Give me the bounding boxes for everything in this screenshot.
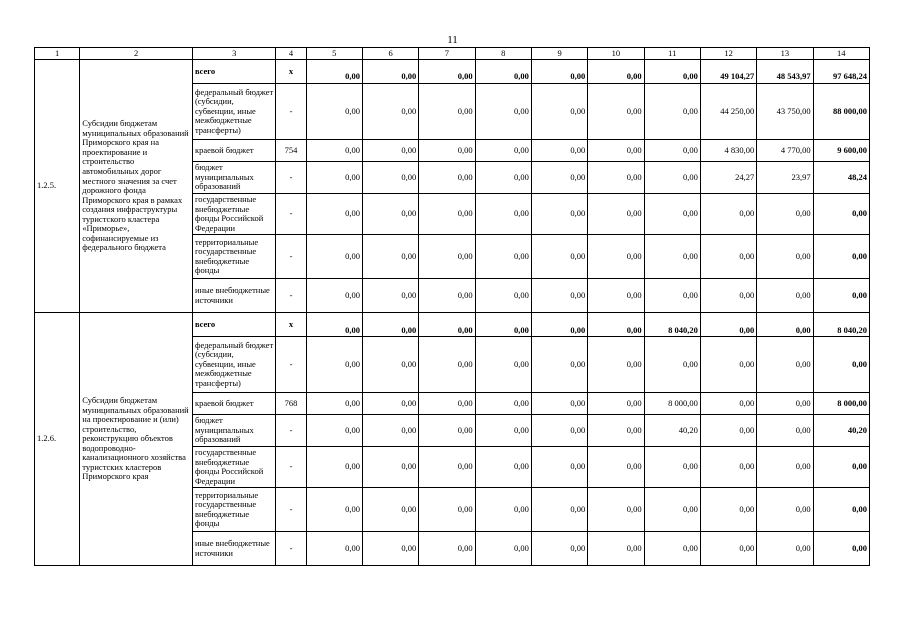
value-cell: 24,27 [700, 162, 756, 194]
value-cell: 0,00 [362, 488, 418, 532]
budget-code: - [276, 84, 306, 140]
value-cell: 0,00 [644, 140, 700, 162]
funding-source: федеральный бюджет (субсидии, субвенции, иные межбюджетные трансферты) [192, 84, 276, 140]
value-cell: 0,00 [531, 140, 587, 162]
value-cell: 0,00 [588, 313, 644, 337]
value-cell: 0,00 [419, 488, 475, 532]
value-cell: 0,00 [588, 337, 644, 393]
funding-source: иные внебюджетные источники [192, 279, 276, 313]
value-cell: 8 040,20 [813, 313, 869, 337]
value-cell: 0,00 [588, 447, 644, 488]
budget-code: x [276, 60, 306, 84]
value-cell: 0,00 [757, 235, 813, 279]
column-header: 9 [531, 48, 587, 60]
value-cell: 0,00 [588, 488, 644, 532]
value-cell: 0,00 [644, 60, 700, 84]
value-cell: 0,00 [419, 279, 475, 313]
value-cell: 0,00 [588, 393, 644, 415]
value-cell: 0,00 [813, 337, 869, 393]
value-cell: 0,00 [588, 235, 644, 279]
column-header: 12 [700, 48, 756, 60]
column-header: 13 [757, 48, 813, 60]
value-cell: 88 000,00 [813, 84, 869, 140]
column-header: 11 [644, 48, 700, 60]
value-cell: 0,00 [419, 393, 475, 415]
funding-source: государственные внебюджетные фонды Российской Федерации [192, 447, 276, 488]
value-cell: 0,00 [419, 447, 475, 488]
funding-source: краевой бюджет [192, 140, 276, 162]
value-cell: 49 104,27 [700, 60, 756, 84]
value-cell: 0,00 [757, 313, 813, 337]
funding-source: всего [192, 313, 276, 337]
value-cell: 0,00 [475, 447, 531, 488]
value-cell: 0,00 [306, 84, 362, 140]
value-cell: 8 040,20 [644, 313, 700, 337]
value-cell: 0,00 [362, 235, 418, 279]
value-cell: 0,00 [362, 60, 418, 84]
value-cell: 0,00 [531, 313, 587, 337]
funding-source: федеральный бюджет (субсидии, субвенции, иные межбюджетные трансферты) [192, 337, 276, 393]
value-cell: 0,00 [757, 279, 813, 313]
value-cell: 0,00 [757, 488, 813, 532]
budget-code: - [276, 415, 306, 447]
value-cell: 0,00 [306, 194, 362, 235]
value-cell: 0,00 [588, 60, 644, 84]
value-cell: 0,00 [644, 235, 700, 279]
value-cell: 0,00 [362, 393, 418, 415]
column-header: 8 [475, 48, 531, 60]
value-cell: 0,00 [531, 60, 587, 84]
value-cell: 0,00 [306, 532, 362, 566]
table-body [35, 48, 870, 566]
value-cell: 9 600,00 [813, 140, 869, 162]
column-header: 1 [35, 48, 80, 60]
value-cell: 0,00 [531, 84, 587, 140]
value-cell: 0,00 [475, 140, 531, 162]
value-cell: 0,00 [475, 60, 531, 84]
value-cell: 0,00 [700, 415, 756, 447]
value-cell: 0,00 [362, 140, 418, 162]
value-cell: 0,00 [757, 393, 813, 415]
value-cell: 0,00 [362, 313, 418, 337]
value-cell: 0,00 [813, 235, 869, 279]
budget-table [34, 47, 870, 566]
value-cell: 0,00 [362, 279, 418, 313]
value-cell: 0,00 [475, 532, 531, 566]
budget-code: - [276, 447, 306, 488]
value-cell: 0,00 [419, 60, 475, 84]
value-cell: 0,00 [475, 337, 531, 393]
value-cell: 0,00 [419, 162, 475, 194]
value-cell: 0,00 [362, 415, 418, 447]
value-cell: 0,00 [531, 279, 587, 313]
value-cell: 0,00 [475, 162, 531, 194]
funding-source: территориальные государственные внебюджетные фонды [192, 235, 276, 279]
value-cell: 0,00 [475, 235, 531, 279]
funding-source: краевой бюджет [192, 393, 276, 415]
value-cell: 0,00 [531, 415, 587, 447]
value-cell: 0,00 [306, 313, 362, 337]
value-cell: 0,00 [757, 532, 813, 566]
value-cell: 0,00 [700, 337, 756, 393]
value-cell: 0,00 [588, 84, 644, 140]
budget-code: - [276, 337, 306, 393]
value-cell: 0,00 [700, 488, 756, 532]
value-cell: 0,00 [419, 415, 475, 447]
value-cell: 48 543,97 [757, 60, 813, 84]
value-cell: 0,00 [644, 337, 700, 393]
value-cell: 0,00 [306, 393, 362, 415]
section-description: Субсидии бюджетам муниципальных образований на проектирование и (или) строительство, реконструкцию объектов водопроводно-канализационного хозяйства туристских кластеров Приморского края [80, 313, 193, 566]
funding-source: всего [192, 60, 276, 84]
value-cell: 0,00 [757, 194, 813, 235]
value-cell: 0,00 [813, 194, 869, 235]
value-cell: 0,00 [531, 235, 587, 279]
column-header: 14 [813, 48, 869, 60]
value-cell: 43 750,00 [757, 84, 813, 140]
value-cell: 0,00 [644, 488, 700, 532]
value-cell: 0,00 [362, 337, 418, 393]
value-cell: 0,00 [419, 313, 475, 337]
value-cell: 0,00 [588, 162, 644, 194]
value-cell: 0,00 [588, 279, 644, 313]
column-header: 6 [362, 48, 418, 60]
value-cell: 0,00 [306, 162, 362, 194]
value-cell: 0,00 [531, 162, 587, 194]
value-cell: 0,00 [306, 447, 362, 488]
value-cell: 0,00 [757, 415, 813, 447]
value-cell: 0,00 [306, 279, 362, 313]
budget-code: 754 [276, 140, 306, 162]
value-cell: 0,00 [475, 194, 531, 235]
value-cell: 0,00 [362, 447, 418, 488]
funding-source: иные внебюджетные источники [192, 532, 276, 566]
value-cell: 8 000,00 [644, 393, 700, 415]
section-code: 1.2.6. [35, 313, 80, 566]
budget-code: 768 [276, 393, 306, 415]
value-cell: 0,00 [700, 235, 756, 279]
budget-code: - [276, 194, 306, 235]
table-row [35, 313, 870, 337]
value-cell: 0,00 [588, 194, 644, 235]
value-cell: 0,00 [588, 532, 644, 566]
value-cell: 0,00 [813, 279, 869, 313]
value-cell: 0,00 [475, 84, 531, 140]
value-cell: 44 250,00 [700, 84, 756, 140]
value-cell: 0,00 [419, 140, 475, 162]
column-header: 10 [588, 48, 644, 60]
funding-source: бюджет муниципальных образований [192, 415, 276, 447]
value-cell: 0,00 [419, 532, 475, 566]
budget-code: - [276, 488, 306, 532]
budget-code: - [276, 162, 306, 194]
budget-code: x [276, 313, 306, 337]
column-header: 4 [276, 48, 306, 60]
value-cell: 0,00 [700, 393, 756, 415]
table-row [35, 60, 870, 84]
value-cell: 0,00 [475, 415, 531, 447]
value-cell: 0,00 [700, 194, 756, 235]
value-cell: 0,00 [644, 194, 700, 235]
value-cell: 0,00 [362, 162, 418, 194]
value-cell: 0,00 [306, 60, 362, 84]
value-cell: 4 830,00 [700, 140, 756, 162]
value-cell: 0,00 [700, 447, 756, 488]
section-description: Субсидии бюджетам муниципальных образований Приморского края на проектирование и строительство автомобильных дорог местного значения за счет дорожного фонда Приморского края в рамках создания инфраструктуры туристского кластера «Приморье», софинансируемые из федерального бюджета [80, 60, 193, 313]
value-cell: 0,00 [531, 488, 587, 532]
column-header: 2 [80, 48, 193, 60]
budget-code: - [276, 235, 306, 279]
value-cell: 8 000,00 [813, 393, 869, 415]
column-header: 3 [192, 48, 276, 60]
page-number: 11 [447, 34, 458, 46]
value-cell: 0,00 [419, 337, 475, 393]
value-cell: 0,00 [306, 415, 362, 447]
value-cell: 0,00 [419, 235, 475, 279]
value-cell: 0,00 [813, 532, 869, 566]
value-cell: 0,00 [700, 279, 756, 313]
value-cell: 0,00 [475, 279, 531, 313]
funding-source: территориальные государственные внебюджетные фонды [192, 488, 276, 532]
value-cell: 0,00 [531, 532, 587, 566]
value-cell: 0,00 [531, 194, 587, 235]
value-cell: 40,20 [813, 415, 869, 447]
value-cell: 0,00 [813, 488, 869, 532]
value-cell: 0,00 [588, 415, 644, 447]
value-cell: 0,00 [306, 488, 362, 532]
value-cell: 0,00 [475, 313, 531, 337]
value-cell: 0,00 [362, 194, 418, 235]
value-cell: 0,00 [588, 140, 644, 162]
section-code: 1.2.5. [35, 60, 80, 313]
funding-source: бюджет муниципальных образований [192, 162, 276, 194]
value-cell: 0,00 [644, 447, 700, 488]
value-cell: 0,00 [644, 279, 700, 313]
value-cell: 0,00 [475, 488, 531, 532]
value-cell: 48,24 [813, 162, 869, 194]
budget-code: - [276, 279, 306, 313]
value-cell: 0,00 [306, 337, 362, 393]
value-cell: 0,00 [813, 447, 869, 488]
value-cell: 40,20 [644, 415, 700, 447]
value-cell: 0,00 [757, 447, 813, 488]
value-cell: 97 648,24 [813, 60, 869, 84]
value-cell: 0,00 [306, 140, 362, 162]
value-cell: 0,00 [306, 235, 362, 279]
value-cell: 0,00 [644, 532, 700, 566]
budget-code: - [276, 532, 306, 566]
value-cell: 0,00 [644, 84, 700, 140]
funding-source: государственные внебюджетные фонды Российской Федерации [192, 194, 276, 235]
value-cell: 0,00 [644, 162, 700, 194]
value-cell: 0,00 [531, 337, 587, 393]
value-cell: 0,00 [700, 313, 756, 337]
value-cell: 0,00 [531, 393, 587, 415]
value-cell: 0,00 [475, 393, 531, 415]
column-header: 5 [306, 48, 362, 60]
value-cell: 0,00 [362, 532, 418, 566]
value-cell: 4 770,00 [757, 140, 813, 162]
value-cell: 0,00 [419, 84, 475, 140]
value-cell: 0,00 [362, 84, 418, 140]
value-cell: 0,00 [700, 532, 756, 566]
value-cell: 0,00 [757, 337, 813, 393]
value-cell: 23,97 [757, 162, 813, 194]
column-header-row [35, 48, 870, 60]
value-cell: 0,00 [531, 447, 587, 488]
column-header: 7 [419, 48, 475, 60]
value-cell: 0,00 [419, 194, 475, 235]
